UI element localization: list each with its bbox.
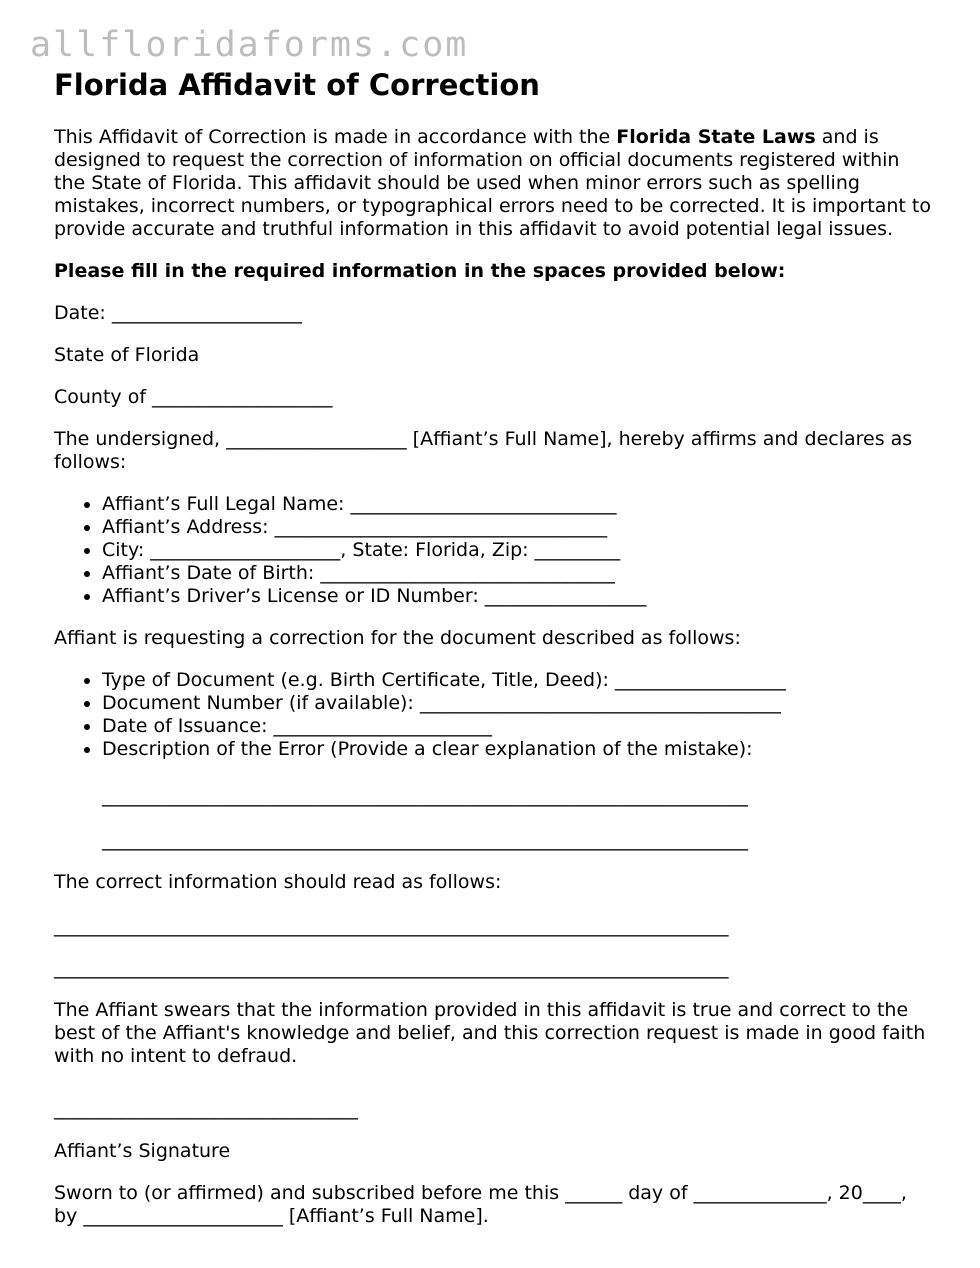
intro-paragraph [54, 126, 934, 241]
instruction-heading: Please fill in the required information in the spaces provided below: [54, 260, 786, 282]
state-line: State of Florida [54, 344, 200, 366]
list-item-date-of-issuance: • Date of Issuance: _______________________ [102, 715, 934, 738]
intro-text-start: This Affidavit of Correction is made in accordance with the [54, 126, 617, 148]
error-description-blank-1: ____________________________________________________________________ [102, 785, 748, 807]
list-item-license-id: • Affiant’s Driver’s License or ID Number: _________________ [102, 585, 934, 608]
list-item-error-description: • Description of the Error (Provide a clear explanation of the mistake): [102, 738, 934, 761]
intro-bold-laws: Florida State Laws [616, 126, 816, 148]
signature-blank: ________________________________ [54, 1098, 358, 1120]
affiant-info-list [54, 493, 934, 608]
page-title: Florida Affidavit of Correction [54, 68, 540, 102]
list-item-document-number: • Document Number (if available): ______________________________________ [102, 692, 934, 715]
list-item-date-of-birth: • Affiant’s Date of Birth: _______________________________ [102, 562, 934, 585]
list-item-full-legal-name: • Affiant’s Full Legal Name: ____________________________ [102, 493, 934, 516]
undersigned-paragraph: The undersigned, ___________________ [Affiant’s Full Name], hereby affirms and declares as follows: [54, 428, 913, 473]
county-line: County of ___________________ [54, 386, 333, 408]
affidavit-document [54, 66, 934, 1228]
request-intro: Affiant is requesting a correction for the document described as follows: [54, 627, 741, 649]
sworn-paragraph: Sworn to (or affirmed) and subscribed before me this ______ day of ______________, 20____, by _____________________ [Affiant’s Full Name]. [54, 1182, 907, 1227]
list-item-document-type: • Type of Document (e.g. Birth Certificate, Title, Deed): __________________ [102, 669, 934, 692]
document-info-list [54, 669, 934, 761]
list-item-city-state-zip: • City: ____________________, State: Florida, Zip: _________ [102, 539, 934, 562]
watermark: allfloridaforms.com [30, 25, 469, 65]
correct-info-blank-2: _______________________________________________________________________ [54, 957, 729, 979]
signature-label: Affiant’s Signature [54, 1140, 231, 1162]
oath-paragraph: The Affiant swears that the information provided in this affidavit is true and correct to the best of the Affiant's knowledge and belief, and this correction request is made in good faith with no intent to defraud. [54, 999, 926, 1067]
intro-text-end: and is designed to request the correction of information on official documents registered within the State of Florida. This affidavit should be used when minor errors such as spelling mistakes, incorrect numbers, or typographical errors need to be corrected. It is important to provide accurate and truthful information in this affidavit to avoid potential legal issues. [54, 126, 931, 240]
error-description-blank-2: ____________________________________________________________________ [102, 829, 748, 851]
date-line: Date: ____________________ [54, 302, 302, 324]
list-item-address: • Affiant’s Address: ___________________________________ [102, 516, 934, 539]
correct-info-blank-1: _______________________________________________________________________ [54, 915, 729, 937]
correct-info-intro: The correct information should read as follows: [54, 871, 502, 893]
